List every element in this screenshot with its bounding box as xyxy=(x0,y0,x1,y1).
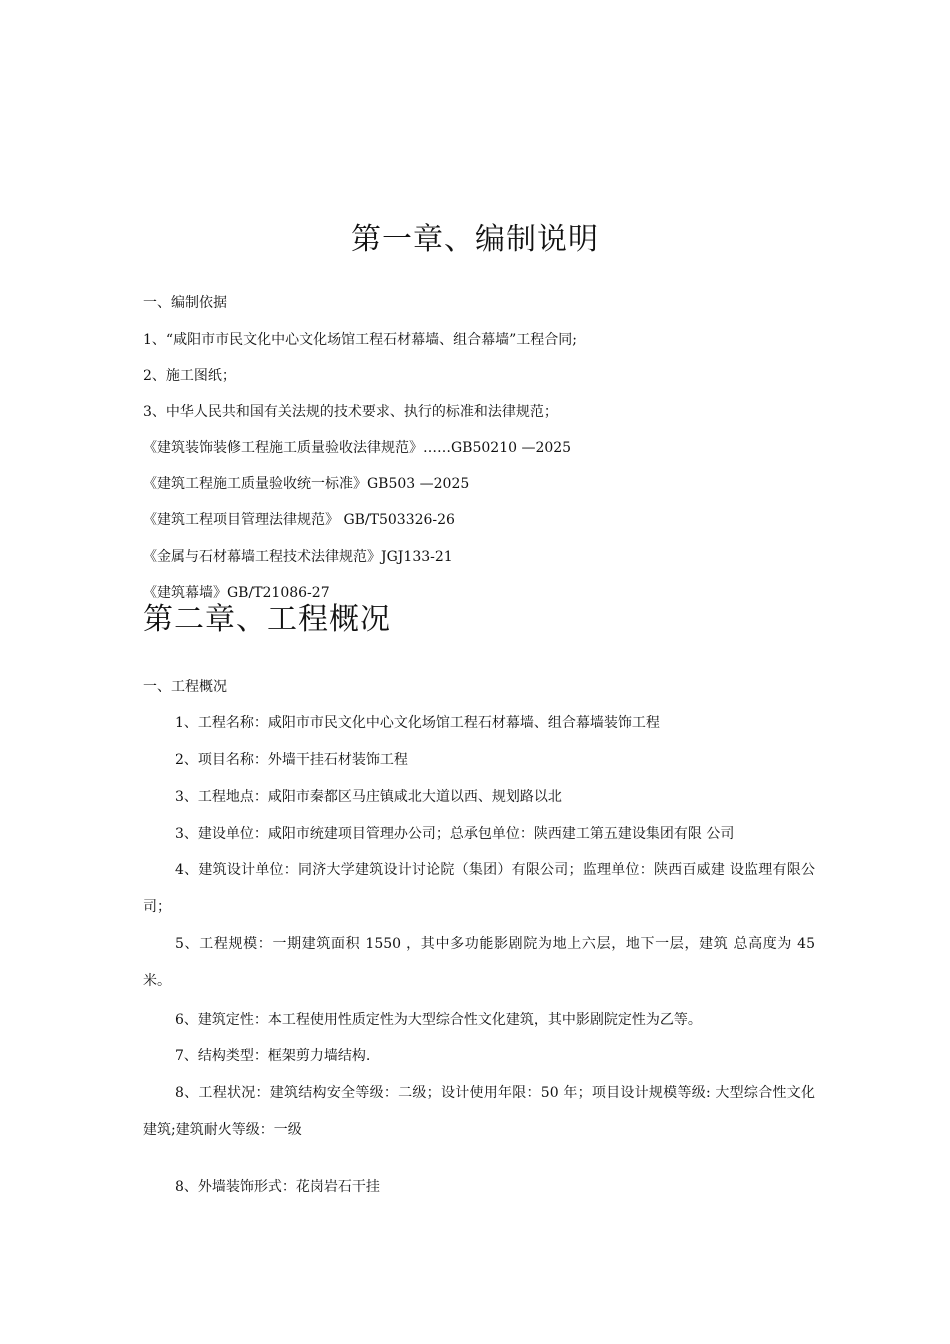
overview-para-scale: 5、工程规模：一期建筑面积 1550 ，其中多功能影剧院为地上六层，地下一层，建筑 总高度为 45 米。 xyxy=(143,936,815,989)
overview-para-designer: 4、建筑设计单位：同济大学建筑设计讨论院（集团）有限公司；监理单位：陕西百威建 设监理有限公司； xyxy=(143,862,815,915)
overview-para-status: 8、工程状况：建筑结构安全等级：二级；设计使用年限：50 年；项目设计规模等级: 大型综合性文化建筑;建筑耐火等级：一级 xyxy=(143,1085,815,1138)
standard-1: 《建筑装饰装修工程施工质量验收法律规范》……GB50210 —2025 xyxy=(143,440,572,456)
basis-item-3: 3、中华人民共和国有关法规的技术要求、执行的标准和法律规范； xyxy=(143,404,558,420)
overview-item-owner: 3、建设单位：咸阳市统建项目管理办公司；总承包单位：陕西建工第五建设集团有限 公司 xyxy=(175,826,735,842)
basis-item-1: 1、“咸阳市市民文化中心文化场馆工程石材幕墙、组合幕墙”工程合同; xyxy=(143,332,577,348)
overview-item-name: 1、工程名称：咸阳市市民文化中心文化场馆工程石材幕墙、组合幕墙装饰工程 xyxy=(175,715,660,731)
chapter1-section-heading: 一、编制依据 xyxy=(143,295,227,311)
basis-item-2: 2、施工图纸； xyxy=(143,368,236,384)
overview-item-nature: 6、建筑定性：本工程使用性质定性为大型综合性文化建筑，其中影剧院定性为乙等。 xyxy=(175,1012,702,1028)
overview-item-project: 2、项目名称：外墙干挂石材装饰工程 xyxy=(175,752,408,768)
chapter1-title: 第一章、编制说明 xyxy=(351,222,599,257)
overview-item-location: 3、工程地点：咸阳市秦都区马庄镇咸北大道以西、规划路以北 xyxy=(175,789,562,805)
standard-3: 《建筑工程项目管理法律规范》 GB/T503326-26 xyxy=(143,512,455,528)
overview-item-facade: 8、外墙装饰形式：花岗岩石干挂 xyxy=(175,1179,380,1195)
chapter2-section-heading: 一、工程概况 xyxy=(143,679,227,695)
standard-5: 《建筑幕墙》GB/T21086-27 xyxy=(143,585,330,601)
standard-4: 《金属与石材幕墙工程技术法律规范》JGJ133-21 xyxy=(143,549,453,565)
overview-item-structure: 7、结构类型：框架剪力墙结构. xyxy=(175,1048,371,1064)
standard-2: 《建筑工程施工质量验收统一标准》GB503 —2025 xyxy=(143,476,470,492)
chapter2-title: 第二章、工程概况 xyxy=(143,602,391,637)
